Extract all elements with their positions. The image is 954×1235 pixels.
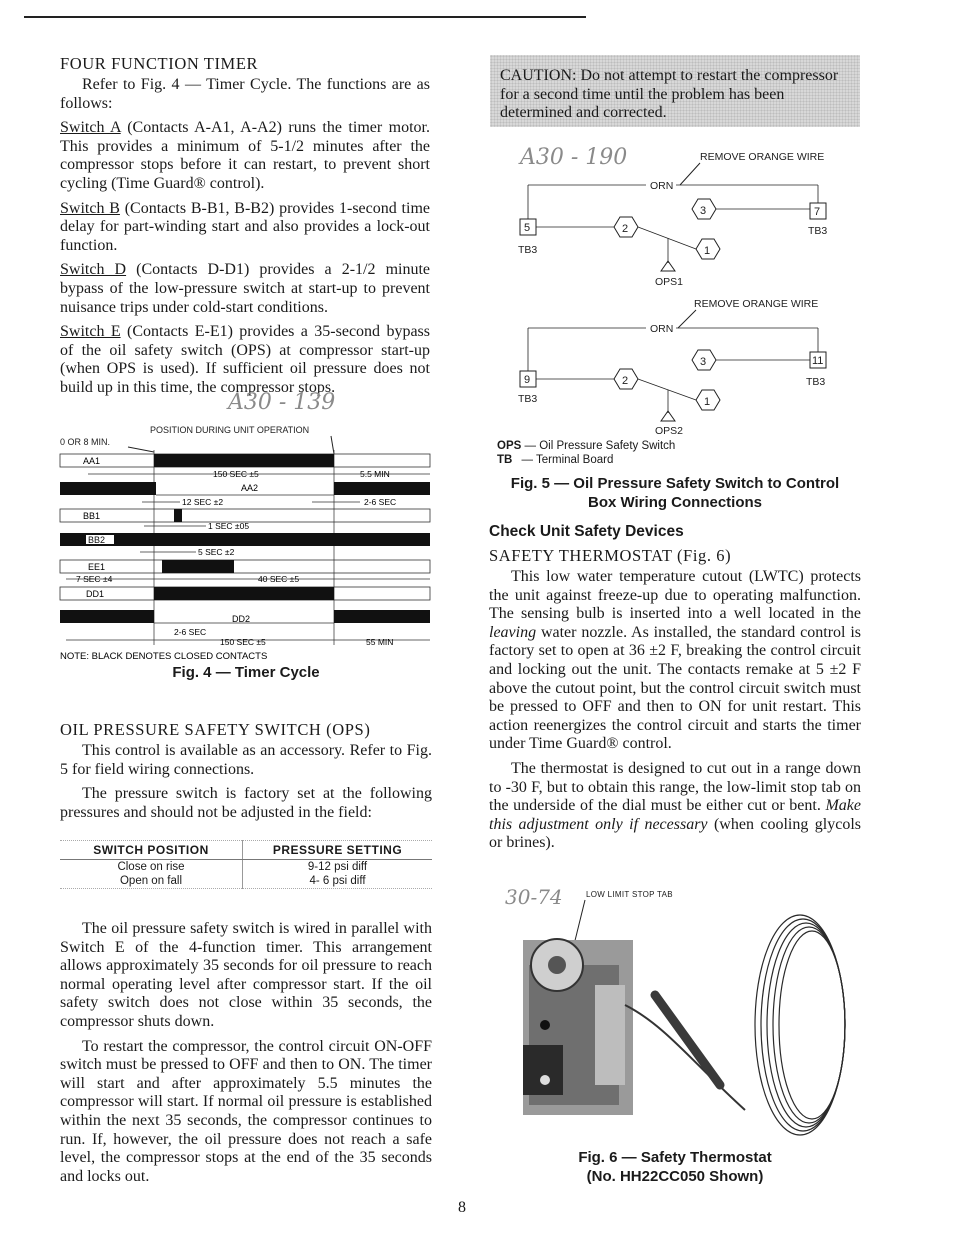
- ee1-track: [60, 560, 430, 573]
- table-cell: Close on rise: [60, 860, 243, 875]
- pressure-settings-table: [60, 840, 432, 889]
- t26a-label: 2-6 SEC: [364, 497, 397, 507]
- fig4-note: NOTE: BLACK DENOTES CLOSED CONTACTS: [60, 651, 268, 660]
- mounting-screw-2: [540, 1075, 550, 1085]
- page-number: 8: [458, 1199, 466, 1216]
- position-pointer: [331, 436, 334, 454]
- thermostat-p2-a: The thermostat is designed to cut out in a range down to -30 F, but to obtain this range, the low-limit stop tab on the underside of the dial must be either cut or bent.: [489, 759, 861, 815]
- t7-label: 7 SEC ±4: [76, 574, 113, 584]
- legend-ops: [497, 439, 675, 453]
- low-limit-stop-tab-label: LOW LIMIT STOP TAB: [586, 890, 673, 899]
- thermostat-p2-b: (when cooling glycols or brines).: [489, 815, 862, 852]
- ops1-label: OPS1: [655, 276, 684, 288]
- fig6-caption-line-2: (No. HH22CC050 Shown): [586, 1168, 764, 1185]
- thermostat-p1-b: water nozzle. As installed, the standard control is factory set to open at 36 ±2 F, breaking the control circuit and locking out the unit. The contacts remake at 5 ±2 F above the cutout point, but the control circuit switch must be pressed to OFF and then to ON for unit restart. This action reenergizes the control circuit and starts the timer under Time Guard® control.: [489, 623, 861, 753]
- ops2-label: OPS2: [655, 425, 684, 435]
- switch-b-name: Switch B: [60, 199, 120, 217]
- aa2-closed-bar-1: [60, 482, 156, 495]
- switch-e-paragraph: [60, 323, 430, 397]
- ops1-contact-3-label: 3: [700, 205, 707, 217]
- fig4-handwritten-note: A30 - 139: [228, 390, 336, 415]
- bb2-closed-bar: [60, 533, 430, 546]
- terminal-9-label: 9: [524, 374, 531, 386]
- t12-label: 12 SEC ±2: [182, 497, 224, 507]
- thermostat-heading: SAFETY THERMOSTAT (Fig. 6): [489, 546, 732, 565]
- table-cell: 9-12 psi diff: [307, 861, 368, 873]
- fig6-handwritten-note: 30-74: [505, 885, 563, 909]
- thermostat-p2-em: Make this adjustment only if necessary: [489, 797, 861, 833]
- bb1-label: BB1: [83, 511, 101, 521]
- sensing-bulb: [655, 995, 720, 1085]
- fig6-caption: [535, 1148, 815, 1186]
- legend-ops-text: — Oil Pressure Safety Switch: [524, 440, 676, 452]
- timer-heading: FOUR FUNCTION TIMER: [60, 54, 259, 73]
- thermostat-paragraph-2: [489, 760, 861, 853]
- top-rule: [24, 16, 586, 18]
- remove-orange-wire-label-2: REMOVE ORANGE WIRE: [694, 298, 819, 310]
- switch-d-name: Switch D: [60, 261, 127, 279]
- table-row: [60, 874, 432, 889]
- fig5-legend: [497, 439, 675, 467]
- tb3-label-1b: TB3: [808, 225, 828, 237]
- thermostat-paragraph-1: [489, 568, 861, 754]
- tb3-label-2b: TB3: [806, 376, 826, 388]
- terminal-block: [523, 1045, 563, 1095]
- fig6-caption-line-1: Fig. 6 — Safety Thermostat: [578, 1149, 772, 1166]
- terminal-11-label: 11: [812, 355, 824, 367]
- zero-label: 0 OR 8 MIN.: [60, 437, 111, 447]
- ops-paragraph-2: The pressure switch is factory set at the following pressures and should not be adjusted in the field:: [60, 785, 432, 821]
- dial-hub: [548, 956, 566, 974]
- ops-operation-text: [60, 920, 432, 1192]
- ops-paragraph-4: To restart the compressor, the control circuit ON-OFF switch must be pressed to OFF and then to ON. The timer will start and after approximately 5.5 minutes the compressor will start. If normal oil pressure is established within the next 35 seconds, the compressor continues to run. If, however, the oil pressure does not reach a safe level, the compressor stops at the end of the 35 seconds and locks out.: [60, 1037, 432, 1185]
- switch-d-text: (Contacts D-D1) provides a 2-1/2 minute bypass of the low-pressure switch at start-up to prevent nuisance trips under cold-start conditions.: [60, 261, 431, 316]
- ops2-contact-1-label: 1: [704, 396, 711, 408]
- fig5-handwritten-note: A30 - 190: [520, 145, 628, 170]
- t5-label: 5 SEC ±2: [198, 547, 235, 557]
- ops2-switch-blade: [638, 379, 696, 400]
- check-safety-heading: Check Unit Safety Devices: [489, 523, 684, 540]
- table-header-row: [60, 841, 432, 860]
- table-cell: Open on fall: [60, 874, 243, 889]
- thermostat-p1-em: leaving: [489, 623, 537, 641]
- aa2-label: AA2: [241, 483, 259, 493]
- legend-tb-abbr: TB: [497, 454, 513, 466]
- terminal-5-label: 5: [524, 222, 531, 234]
- tb3-label-2a: TB3: [518, 393, 538, 405]
- safety-thermostat-photo: [505, 895, 865, 1140]
- caution-box: [490, 55, 860, 127]
- switch-d-paragraph: [60, 261, 430, 317]
- switch-b-paragraph: [60, 200, 430, 256]
- switch-a-paragraph: [60, 119, 430, 193]
- dd1-closed-bar: [154, 587, 334, 600]
- ops-wiring-diagram: [500, 145, 850, 435]
- timer-text: [60, 76, 430, 404]
- t150b-label: 150 SEC ±5: [220, 637, 266, 647]
- caution-text: CAUTION: Do not attempt to restart the compressor for a second time until the problem has been determined and corrected.: [500, 67, 839, 122]
- ops2-contact-2-label: 2: [622, 375, 629, 387]
- remove-wire-pointer-1: [680, 163, 700, 185]
- ops-paragraph-3: The oil pressure safety switch is wired in parallel with Switch E of the 4-function timer. This arrangement allows approximately 35 seconds for oil pressure to reach normal operating level after compressor start. If the oil safety switch does not close within 35 seconds, the compressor shuts down.: [60, 920, 432, 1030]
- fig5-caption: [488, 474, 862, 512]
- remove-wire-pointer-2: [678, 310, 696, 328]
- ops1-contact-1-label: 1: [704, 245, 711, 257]
- table-row: [60, 860, 432, 875]
- bracket: [595, 985, 625, 1085]
- col-header-pressure-setting: PRESSURE SETTING: [243, 841, 433, 860]
- ops1-switch-blade: [638, 227, 696, 249]
- ops-paragraph-1: This control is available as an accessory. Refer to Fig. 5 for field wiring connections.: [60, 742, 432, 778]
- dd1-label: DD1: [86, 589, 105, 599]
- aa1-closed-bar: [154, 454, 334, 467]
- zero-pointer: [128, 447, 154, 452]
- position-label: POSITION DURING UNIT OPERATION: [150, 425, 310, 435]
- t1-label: 1 SEC ±05: [208, 521, 250, 531]
- aa-55min-label: 5.5 MIN: [360, 469, 390, 479]
- dd2-label: DD2: [232, 614, 251, 624]
- fig5-caption-line-1: Fig. 5 — Oil Pressure Safety Switch to Control: [510, 475, 840, 492]
- tb3-label-1a: TB3: [518, 244, 538, 256]
- mounting-screw-1: [540, 1020, 550, 1030]
- aa2-closed-bar-2: [334, 482, 430, 495]
- ops2-contact-3-label: 3: [700, 356, 707, 368]
- ops-intro-text: [60, 742, 432, 828]
- aa1-label: AA1: [83, 456, 101, 466]
- aa-150sec-label: 150 SEC ±5: [213, 469, 259, 479]
- legend-ops-abbr: OPS: [497, 440, 522, 452]
- switch-e-name: Switch E: [60, 323, 121, 341]
- switch-e-text: (Contacts E-E1) provides a 35-second bypass of the oil safety switch (OPS) at compressor start-up (when OPS is used). If sufficient oil pressure does not build up in this time, the compressor stops.: [60, 323, 430, 396]
- ee1-label: EE1: [88, 562, 106, 572]
- switch-a-text: (Contacts A-A1, A-A2) runs the timer motor. This provides a minimum of 5-1/2 minutes after the compressor stops before it can restart, to prevent short cycling (Time Guard® control).: [60, 119, 431, 192]
- remove-orange-wire-label-1: REMOVE ORANGE WIRE: [700, 151, 825, 163]
- fig5-caption-line-2: Box Wiring Connections: [587, 494, 763, 511]
- orn-label-2: ORN: [650, 323, 674, 335]
- thermostat-text: [489, 568, 861, 859]
- t40-label: 40 SEC ±5: [258, 574, 300, 584]
- capillary-coil: [755, 915, 845, 1135]
- bb2-label: BB2: [88, 535, 106, 545]
- fig4-caption: Fig. 4 — Timer Cycle: [172, 664, 320, 681]
- table-cell: 4- 6 psi diff: [243, 874, 433, 889]
- dd2-closed-bar-1: [60, 610, 154, 623]
- thermostat-p1-a: This low water temperature cutout (LWTC) protects the unit against freeze-up due to operating malfunction. The sensing bulb is inserted into a well located in the: [489, 568, 861, 623]
- t55b-label: 55 MIN: [366, 637, 394, 647]
- ee1-closed-bar: [162, 560, 234, 573]
- ops-heading: OIL PRESSURE SAFETY SWITCH (OPS): [60, 720, 371, 739]
- timer-intro: Refer to Fig. 4 — Timer Cycle. The functions are as follows:: [60, 76, 430, 112]
- bb1-closed-bar: [174, 509, 182, 522]
- terminal-7-label: 7: [814, 206, 821, 218]
- switch-a-name: Switch A: [60, 119, 121, 137]
- ops1-contact-2-label: 2: [622, 223, 629, 235]
- legend-tb: [497, 453, 675, 467]
- col-header-switch-position: SWITCH POSITION: [60, 841, 243, 860]
- orn-label-1: ORN: [650, 180, 674, 192]
- timer-cycle-diagram: [58, 420, 438, 660]
- capillary-tube: [625, 1005, 745, 1110]
- dd2-closed-bar-2: [334, 610, 430, 623]
- t26b-label: 2-6 SEC: [174, 627, 207, 637]
- switch-b-text: (Contacts B-B1, B-B2) provides 1-second time delay for part-winding start and also provides a lock-out function.: [60, 199, 430, 254]
- legend-tb-text: — Terminal Board: [521, 454, 614, 466]
